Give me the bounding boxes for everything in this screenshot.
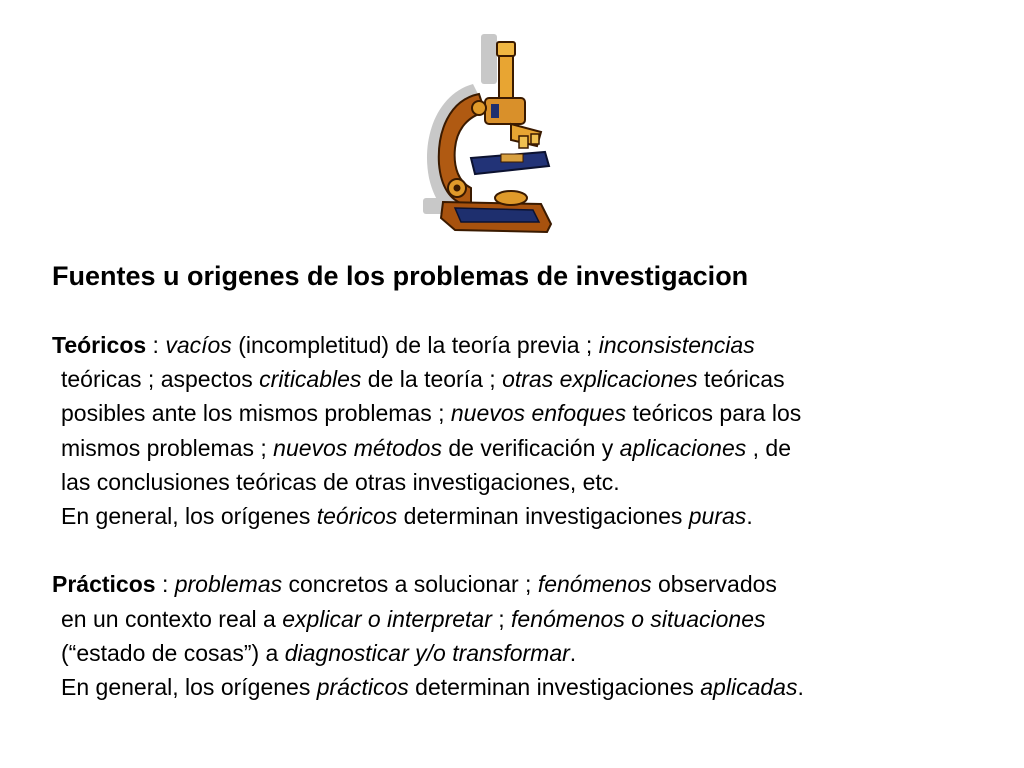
text-run: : — [146, 332, 166, 358]
emphasis-text: problemas — [174, 571, 283, 598]
text-run: de la teoría ; — [361, 366, 503, 393]
text-run: (incompletitud) de la teoría previa ; — [231, 332, 599, 358]
emphasis-text: nuevos métodos — [273, 434, 442, 461]
theoretical-sources-paragraph — [52, 328, 1012, 533]
slide-title: Fuentes u origenes de los problemas de investigacion — [52, 261, 749, 291]
text-run: las conclusiones teóricas de otras investigaciones, etc. — [61, 468, 620, 495]
emphasis-text: teóricos — [316, 502, 398, 529]
emphasis-text: vacíos — [165, 332, 232, 358]
emphasis-text: otras explicaciones — [502, 366, 698, 393]
text-line — [52, 602, 1012, 636]
emphasis-text: criticables — [259, 366, 362, 393]
text-line — [52, 499, 1012, 533]
emphasis-text: puras — [688, 502, 747, 529]
text-run: . — [797, 673, 804, 700]
text-run: determinan investigaciones — [408, 673, 701, 700]
emphasis-text: aplicadas — [700, 673, 798, 700]
emphasis-text: fenómenos — [537, 571, 652, 598]
text-run: determinan investigaciones — [397, 502, 689, 529]
text-run: En general, los orígenes — [61, 673, 317, 700]
text-run: en un contexto real a — [61, 605, 283, 632]
text-run: concretos a solucionar ; — [282, 571, 538, 598]
emphasis-text: nuevos enfoques — [450, 400, 627, 427]
paragraph-spacer — [52, 533, 1012, 567]
emphasis-text: diagnosticar y/o transformar — [284, 639, 570, 666]
text-line — [52, 670, 1012, 704]
theoretical-term: Teóricos — [52, 332, 147, 358]
practical-term: Prácticos — [52, 571, 156, 598]
text-run: En general, los orígenes — [61, 502, 317, 529]
microscope-icon — [415, 28, 565, 240]
emphasis-text: fenómenos o situaciones — [511, 605, 766, 632]
text-run: (“estado de cosas”) a — [61, 639, 285, 666]
text-run: observados — [651, 571, 777, 598]
text-run: de verificación y — [441, 434, 620, 461]
text-line — [52, 567, 1012, 601]
text-run: mismos problemas ; — [61, 434, 274, 461]
text-line — [52, 636, 1012, 670]
emphasis-text: aplicaciones — [619, 434, 747, 461]
text-line — [52, 362, 1012, 396]
text-run: ; — [491, 605, 512, 632]
text-run: . — [569, 639, 577, 666]
text-run: teóricas — [697, 366, 785, 393]
text-line — [52, 465, 1012, 499]
slide-body — [52, 328, 1012, 704]
practical-sources-paragraph — [52, 567, 1012, 704]
text-run: posibles ante los mismos problemas ; — [61, 400, 451, 427]
text-run: , de — [746, 434, 792, 461]
text-line — [52, 328, 1012, 362]
text-run: : — [155, 571, 175, 598]
text-line — [52, 431, 1012, 465]
text-run: . — [746, 502, 753, 529]
text-line — [52, 396, 1012, 430]
text-run: teóricas ; aspectos — [61, 366, 260, 393]
text-run: teóricos para los — [626, 400, 802, 427]
emphasis-text: explicar o interpretar — [282, 605, 492, 632]
emphasis-text: prácticos — [316, 673, 409, 700]
emphasis-text: inconsistencias — [598, 332, 755, 358]
